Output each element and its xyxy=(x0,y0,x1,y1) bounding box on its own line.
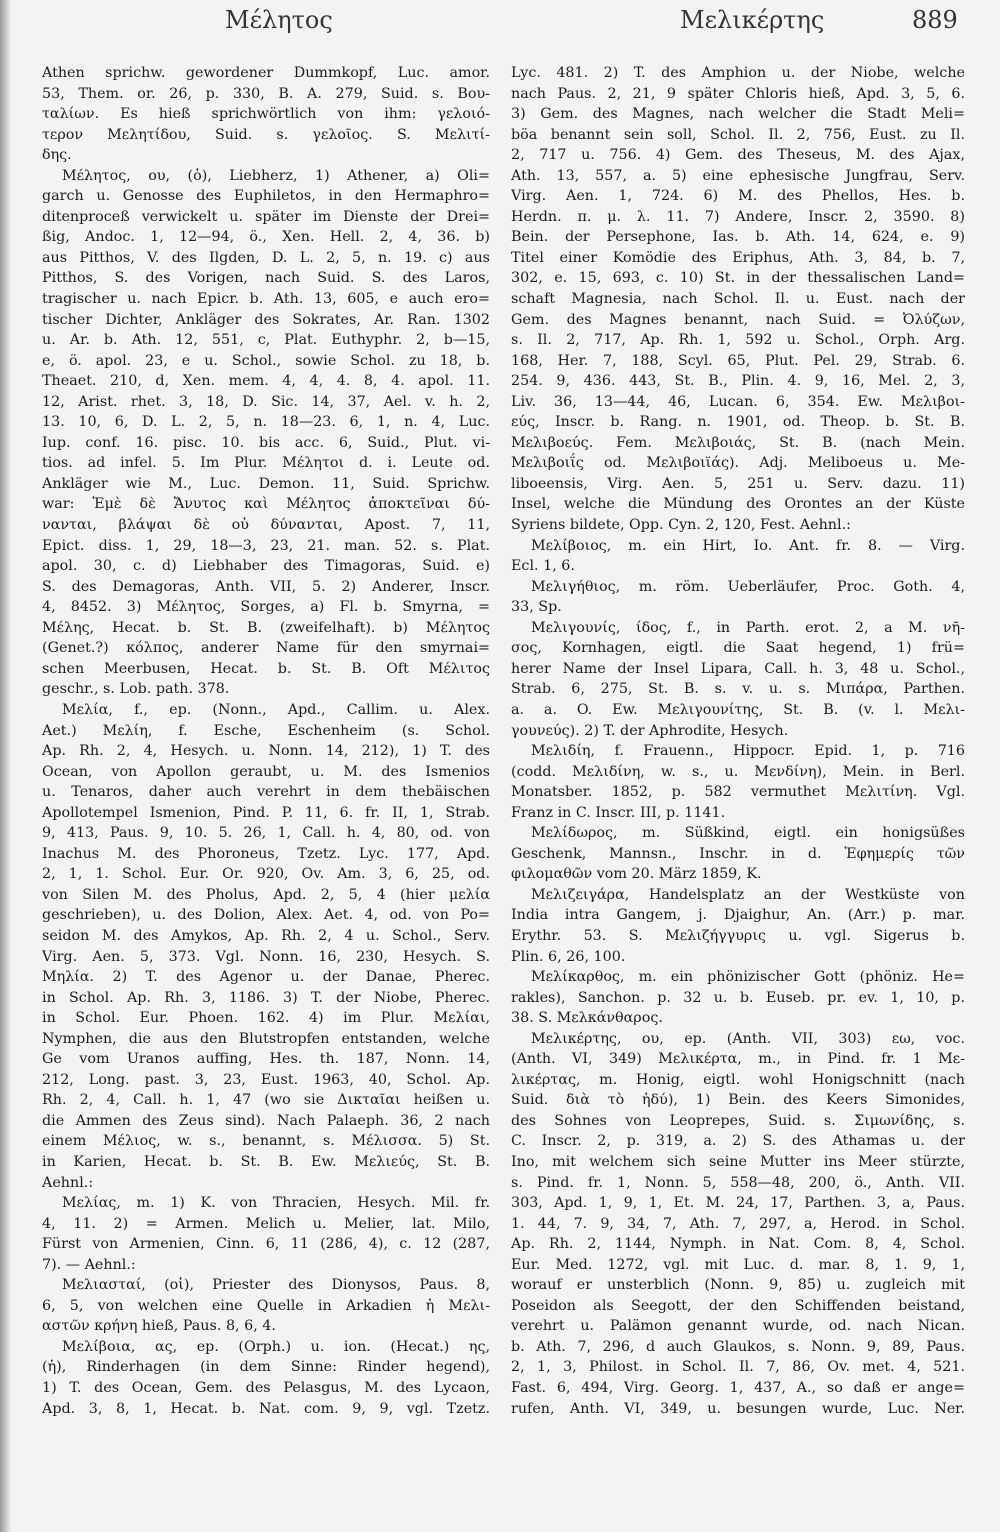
text-line: Theaet. 210, d, Xen. mem. 4, 4, 4. 8, 4. apol. 11. xyxy=(42,373,490,390)
text-line: 2, 717 u. 756. 4) Gem. des Theseus, M. des Ajax, xyxy=(511,147,965,164)
text-line: des Sohnes von Leoprepes, Suid. s. Σιμωνίδης, s. xyxy=(511,1112,965,1129)
text-line: aus Pitthos, V. des Ilgden, D. L. 2, 5, n. 19. c) aus xyxy=(42,249,490,266)
entry-headword-line: Μελιγήθιος, m. röm. Ueberläufer, Proc. Goth. 4, xyxy=(531,578,965,595)
text-line: u. Tenaros, daher auch verehrt in dem thebäischen xyxy=(42,784,490,801)
text-line: Syriens bildete, Opp. Cyn. 2, 120, Fest. Aehnl.: xyxy=(511,517,851,534)
entry-headword-line: Μελίδωρος, m. Süßkind, eigtl. ein honigsüßes xyxy=(531,825,965,842)
text-line: Erythr. 53. S. Μελιζήγγυρις u. vgl. Sigerus b. xyxy=(511,927,965,944)
text-line: αστῶν κρήνη hieß, Paus. 8, 6, 4. xyxy=(42,1318,276,1335)
text-line: φιλομαθῶν vom 20. März 1859, K. xyxy=(511,866,762,883)
entry-headword-line: Μελία, f., ep. (Nonn., Apd., Callim. u. Alex. xyxy=(62,701,490,718)
text-line: 3) Gem. des Magnes, nach welcher die Stadt Meli= xyxy=(511,106,965,123)
text-line: ßig, Andoc. 1, 12—94, ö., Xen. Hell. 2, 4, 36. b) xyxy=(42,229,490,246)
text-line: Rh. 2, 4, Call. h. 1, 47 (wo sie Δικταῖαι heißen u. xyxy=(42,1092,490,1109)
text-line: Μηλία. 2) T. des Agenor u. der Danae, Pherec. xyxy=(42,969,490,986)
text-line: geschrieben), u. des Dolion, Alex. Aet. 4, od. von Po= xyxy=(42,907,490,924)
text-line: (codd. Μελιδίνη, w. s., u. Μενδίνη), Mein. in Berl. xyxy=(511,763,965,780)
text-line: Ath. 13, 557, a. 5) eine ephesische Jungfrau, Serv. xyxy=(511,167,965,184)
text-line: von Silen M. des Pholus, Apd. 2, 5, 4 (hier μελία xyxy=(42,886,490,903)
text-line: Gem. des Magnes benannt, nach Suid. = Ὀλύζων, xyxy=(511,311,965,328)
text-line: Epict. diss. 1, 29, 18—3, 23, 21. man. 52. s. Plat. xyxy=(42,537,490,554)
text-line: Strab. 6, 275, St. B. s. v. u. s. Μιπάρα, Parthen. xyxy=(511,681,965,698)
entry-headword-line: Μελίκαρθος, m. ein phönizischer Gott (phöniz. He= xyxy=(531,969,965,986)
text-line: 53, Them. or. 26, p. 330, B. A. 279, Suid. s. Βου- xyxy=(42,85,490,102)
entry-headword-line: Μελίβοια, ας, ep. (Orph.) u. ion. (Hecat.) ης, xyxy=(62,1338,490,1355)
text-line: Nymphen, die aus den Blutstropfen entstanden, welche xyxy=(42,1030,490,1047)
text-line: Liv. 36, 13—44, 46, Lucan. 6, 354. Ew. Μελιβοι- xyxy=(511,393,965,410)
text-line: Μελιβοεύς. Fem. Μελιβοιάς, St. B. (nach Mein. xyxy=(511,434,965,451)
text-line: Fast. 6, 494, Virg. Georg. 1, 437, A., so daß er ange= xyxy=(511,1380,965,1396)
text-line: (Anth. VI, 349) Μελικέρτα, m., in Pind. fr. 1 Με- xyxy=(511,1051,965,1068)
text-line: ditenproceß verwickelt u. später im Dienste der Drei= xyxy=(42,208,490,225)
text-line: Ocean, von Apollon geraubt, u. M. des Ismenios xyxy=(42,763,490,780)
entry-headword-line: Μελιγουνίς, ίδος, f., in Parth. erot. 2, a Μ. νῆ- xyxy=(531,619,965,636)
entry-headword-line: Μελιδίη, f. Frauenn., Hippocr. Epid. 1, p. 716 xyxy=(531,743,965,760)
text-line: einem Μέλιος, w. s., benannt, s. Μέλισσα. 5) St. xyxy=(42,1133,490,1150)
text-line: Ino, mit welchem sich seine Mutter ins Meer stürzte, xyxy=(511,1153,965,1170)
text-line: Ap. Rh. 2, 4, Hesych. u. Nonn. 14, 212), 1) T. des xyxy=(42,743,490,760)
text-line: Monatsber. 1852, p. 582 vermuthet Μελιτίνη. Vgl. xyxy=(511,784,965,801)
entry-headword-line: Μελίας, m. 1) K. von Thracien, Hesych. Mil. fr. xyxy=(62,1195,490,1212)
text-line: Iup. conf. 16. pisc. 10. bis acc. 6, Suid., Plut. vi- xyxy=(42,434,490,451)
text-line: Pitthos, S. des Vorigen, nach Suid. S. des Laros, xyxy=(42,270,490,287)
text-line: Μέλης, Hecat. b. St. B. (zweifelhaft). b) Μέλητος xyxy=(42,619,490,636)
left-column xyxy=(42,63,490,1419)
text-line: tios. ad infel. 5. Im Plur. Μέλητοι d. i. Leute od. xyxy=(42,455,490,472)
text-line: Suid. διὰ τὸ ἡδύ), 1) Bein. des Keers Simonides, xyxy=(511,1092,965,1109)
text-line: seidon M. des Amykos, Ap. Rh. 2, 4 u. Schol., Serv. xyxy=(42,927,490,944)
text-line: Μελιβοιΐς od. Μελιβοιϊάς). Adj. Meliboeus u. Me- xyxy=(511,455,965,472)
text-line: Ankläger wie M., Luc. Demon. 11, Suid. Sprichw. xyxy=(42,475,490,492)
text-line: C. Inscr. 2, p. 319, a. 2) S. des Athamas u. der xyxy=(511,1133,965,1150)
text-line: σος, Kornhagen, eigtl. die Saat hegend, 1) frü= xyxy=(511,640,965,657)
text-line: Titel einer Komödie des Eriphus, Ath. 3, 84, b. 7, xyxy=(511,249,965,266)
text-line: nach Paus. 2, 21, 9 später Chloris hieß, Apd. 3, 5, 6. xyxy=(511,85,965,102)
text-line: u. Ar. b. Ath. 12, 551, c, Plat. Euthyphr. 2, b—15, xyxy=(42,332,490,349)
text-line: worauf er unsterblich (Nonn. 9, 85) u. zugleich mit xyxy=(511,1277,965,1294)
text-line: war: Ἐμὲ δὲ Ἄνυτος καὶ Μέλητος ἀποκτεῖναι δύ- xyxy=(42,496,490,513)
text-line: (ἡ), Rinderhagen (in dem Sinne: Rinder hegend), xyxy=(42,1359,490,1376)
text-line: 33, Sp. xyxy=(511,599,562,616)
text-line: Apd. 3, 8, 1, Hecat. b. Nat. com. 9, 9, vgl. Tzetz. xyxy=(42,1400,490,1417)
right-running-headword: Μελικέρτης xyxy=(680,6,825,34)
text-line: in Karien, Hecat. b. St. B. Ew. Μελιεύς, St. B. xyxy=(42,1153,490,1170)
text-line: rufen, Anth. VI, 349, u. besungen wurde, Luc. Ner. xyxy=(511,1400,965,1417)
text-line: γουνεύς). 2) T. der Aphrodite, Hesych. xyxy=(511,722,789,739)
text-line: 212, Long. past. 3, 23, Eust. 1963, 40, Schol. Ap. xyxy=(42,1071,490,1088)
text-line: 1) T. des Ocean, Gem. des Pelasgus, M. des Lycaon, xyxy=(42,1380,490,1396)
text-line: s. Pind. fr. 1, Nonn. 5, 558—48, 200, ö., Anth. VII. xyxy=(511,1174,965,1191)
text-line: 254. 9, 436. 443, St. B., Plin. 4. 9, 16, Mel. 2, 3, xyxy=(511,373,965,390)
text-line: Poseidon als Seegott, der den Schiffenden beistand, xyxy=(511,1297,965,1314)
text-line: τερον Μελητίδου, Suid. s. γελοῖος. S. Μελιτί- xyxy=(42,126,490,143)
text-line: apol. 30, c. d) Liebhaber des Timagoras, Suid. e) xyxy=(42,558,490,575)
text-line: 4, 8452. 3) Μέλητος, Sorges, a) Fl. b. Smyrna, = xyxy=(42,599,490,616)
text-line: ταλίων. Es hieß sprichwörtlich von ihm: γελοιό- xyxy=(42,106,490,123)
text-line: Lyc. 481. 2) T. des Amphion u. der Niobe, welche xyxy=(511,65,965,81)
text-line: schen Meerbusen, Hecat. b. St. B. Oft Μέλιτος xyxy=(42,660,490,677)
text-line: b. Ath. 7, 296, d auch Glaukos, s. Nonn. 9, 89, Paus. xyxy=(511,1338,965,1355)
entry-headword-line: Μελίβοιος, m. ein Hirt, Io. Ant. fr. 8. — Virg. xyxy=(531,537,965,554)
text-line: 4, 11. 2) = Armen. Melich u. Melier, lat. Milo, xyxy=(42,1215,490,1232)
text-line: δης. xyxy=(42,147,72,164)
entry-headword-line: Μελικέρτης, ου, ep. (Anth. VII, 303) εω, voc. xyxy=(531,1030,965,1047)
text-line: Fürst von Armenien, Cinn. 6, 11 (286, 4), c. 12 (287, xyxy=(42,1236,490,1253)
text-line: 302, e. 15, 693, c. 10) St. in der thessalischen Land= xyxy=(511,270,965,287)
text-line: 6, 5, von welchen eine Quelle in Arkadien ἡ Μελι- xyxy=(42,1297,490,1314)
text-line: e, ö. apol. 23, e u. Schol., sowie Schol. zu 18, b. xyxy=(42,352,490,369)
text-line: 38. S. Μελκάνθαρος. xyxy=(511,1010,663,1027)
text-line: Ap. Rh. 2, 1144, Nymph. in Nat. Com. 8, 4, Schol. xyxy=(511,1236,965,1253)
entry-headword-line: Μελιασταί, (οἱ), Priester des Dionysos, Paus. 8, xyxy=(62,1277,490,1294)
text-line: Aet.) Μελίη, f. Esche, Eschenheim (s. Schol. xyxy=(42,722,490,739)
text-line: rakles), Sanchon. p. 32 u. b. Euseb. pr. ev. 1, 10, p. xyxy=(511,989,965,1006)
text-line: 1. 44, 7. 9, 34, 7, Ath. 7, 297, a, Herod. in Schol. xyxy=(511,1215,965,1232)
text-line: 303, Apd. 1, 9, 1, Et. M. 24, 17, Parthen. 3, a, Paus. xyxy=(511,1195,965,1212)
text-line: tragischer u. nach Epicr. b. Ath. 13, 605, e auch ero= xyxy=(42,291,490,308)
text-line: herer Name der Insel Lipara, Call. h. 3, 48 u. Schol., xyxy=(511,660,965,677)
text-line: 12, Arist. rhet. 3, 18, D. Sic. 14, 37, Ael. v. h. 2, xyxy=(42,393,490,410)
text-line: 7). — Aehnl.: xyxy=(42,1256,136,1273)
text-line: Herdn. π. μ. λ. 11. 7) Andere, Inscr. 2, 3590. 8) xyxy=(511,208,965,225)
text-line: Insel, welche die Mündung des Orontes an der Küste xyxy=(511,496,965,513)
text-line: India intra Gangem, j. Djaighur, An. (Arr.) p. mar. xyxy=(511,907,965,924)
text-line: Ecl. 1, 6. xyxy=(511,558,575,575)
text-line: Eur. Med. 1272, vgl. mit Luc. d. mar. 8, 1. 9, 1, xyxy=(511,1256,965,1273)
text-line: Franz in C. Inscr. III, p. 1141. xyxy=(511,804,726,821)
text-line: liboeensis, Virg. Aen. 5, 251 u. Serv. dazu. 11) xyxy=(511,475,965,492)
text-line: schaft Magnesia, nach Schol. Il. u. Eust. nach der xyxy=(511,291,965,308)
text-line: Aehnl.: xyxy=(42,1174,94,1191)
entry-headword-line: Μέλητος, ου, (ὁ), Liebherz, 1) Athener, a) Oli= xyxy=(62,167,490,184)
text-line: Athen sprichw. gewordener Dummkopf, Luc. amor. xyxy=(42,65,490,81)
text-line: νανται, βλάψαι δὲ οὐ δύνανται, Apost. 7, 11, xyxy=(42,517,490,534)
text-line: Geschenk, Mannsn., Inschr. in d. Ἐφημερίς τῶν xyxy=(511,845,965,862)
text-line: Virg. Aen. 5, 373. Vgl. Nonn. 16, 230, Hesych. S. xyxy=(42,948,490,965)
text-line: verehrt u. Palämon genannt wurde, od. nach Nican. xyxy=(511,1318,965,1335)
text-line: 2, 1, 1. Schol. Eur. Or. 920, Ov. Am. 3, 6, 25, od. xyxy=(42,866,490,883)
page-header xyxy=(0,4,1000,44)
entry-headword-line: Μελιζειγάρα, Handelsplatz an der Westküste von xyxy=(531,886,965,903)
text-line: Virg. Aen. 1, 724. 6) M. des Phellos, Hes. b. xyxy=(511,188,965,205)
text-line: in Schol. Ap. Rh. 3, 1186. 3) T. der Niobe, Pherec. xyxy=(42,989,490,1006)
text-line: geschr., s. Lob. path. 378. xyxy=(42,681,230,698)
text-line: Ge vom Uranos auffing, Hes. th. 187, Nonn. 14, xyxy=(42,1051,490,1068)
text-line: εύς, Inscr. b. Rang. n. 1901, od. Theop. b. St. B. xyxy=(511,414,965,431)
text-line: Inachus M. des Phoroneus, Tzetz. Lyc. 177, Apd. xyxy=(42,845,490,862)
text-line: (Genet.?) κόλπος, anderer Name für den smyrnai= xyxy=(42,640,490,657)
text-line: 13. 10, 6, D. L. 2, 5, n. 18—23. 6, 1, n. 4, Luc. xyxy=(42,414,490,431)
text-line: 9, 413, Paus. 9, 10. 5. 26, 1, Call. h. 4, 80, od. von xyxy=(42,825,490,842)
text-line: Apollotempel Ismenion, Pind. P. 11, 6. fr. II, 1, Strab. xyxy=(42,804,490,821)
text-line: s. Il. 2, 717, Ap. Rh. 1, 592 u. Schol., Orph. Arg. xyxy=(511,332,965,349)
right-column xyxy=(511,63,965,1419)
text-line: garch u. Genosse des Euphiletos, in den Hermaphro= xyxy=(42,188,490,205)
text-line: böa benannt sein soll, Schol. Il. 2, 756, Eust. zu Il. xyxy=(511,126,965,143)
text-line: 2, 1, 3, Philost. in Schol. Il. 7, 86, Ov. met. 4, 521. xyxy=(511,1359,965,1376)
text-line: die Ammen des Zeus sind). Nach Palaeph. 36, 2 nach xyxy=(42,1112,490,1129)
text-line: Bein. der Persephone, Ias. b. Ath. 14, 624, e. 9) xyxy=(511,229,965,246)
text-line: a. a. O. Ew. Μελιγουνίτης, St. B. (v. l. Μελι- xyxy=(511,701,965,718)
left-running-headword: Μέλητος xyxy=(225,6,333,34)
text-line: λικέρτας, m. Honig, eigtl. wohl Honigschnitt (nach xyxy=(511,1071,965,1088)
text-line: Plin. 6, 26, 100. xyxy=(511,948,626,965)
text-line: tischer Dichter, Ankläger des Sokrates, Ar. Ran. 1302 xyxy=(42,311,490,328)
page-number: 889 xyxy=(912,6,958,34)
text-line: 168, Her. 7, 188, Scyl. 65, Plut. Pel. 29, Strab. 6. xyxy=(511,352,965,369)
text-line: in Schol. Eur. Phoen. 162. 4) im Plur. Μελίαι, xyxy=(42,1010,490,1027)
page-gutter-shadow xyxy=(0,0,10,1532)
text-line: S. des Demagoras, Anth. VII, 5. 2) Anderer, Inscr. xyxy=(42,578,490,595)
